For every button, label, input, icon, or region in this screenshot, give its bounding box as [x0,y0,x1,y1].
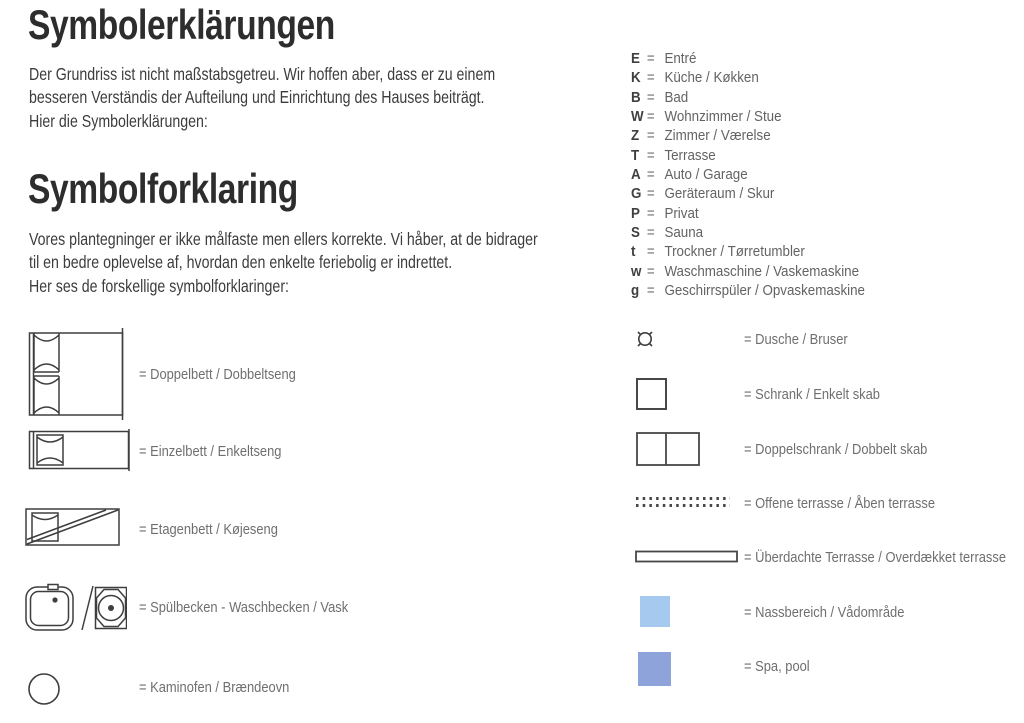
abbreviation-key: S [631,224,640,242]
wood-stove-icon [27,672,61,706]
legend-label-single-bed: = Einzelbett / Enkeltseng [139,443,282,460]
legend-label-wood-stove: = Kaminofen / Brændeovn [139,679,290,696]
abbreviation-label: Trockner / Tørretumbler [664,243,805,261]
equals-sign: = [646,262,655,280]
sink-washbasin-icon [25,583,127,633]
abbreviation-key: W [631,108,644,126]
abbreviation-label: Privat [664,204,699,222]
abbreviation-label: Geräteraum / Skur [664,185,775,203]
abbreviation-label: Küche / Køkken [664,69,759,87]
abbreviation-key: w [631,262,642,280]
legend-label-single-cabinet: = Schrank / Enkelt skab [744,386,880,403]
equals-sign: = [646,146,655,164]
intro-text-danish: Vores plantegninger er ikke målfaste men ellers korrekte. Vi håber, at de bidrager til en bedre oplevelse af, hvordan den enkelte feriebolig er indrettet. Her ses de forskellige symbolforklaringer: [29,229,538,296]
abbreviation-row [631,126,865,145]
abbreviation-key: A [631,166,641,184]
abbreviation-key: T [631,146,640,164]
abbreviation-label: Bad [664,88,689,106]
abbreviation-key: g [631,282,640,300]
legend-label-wet-area: = Nassbereich / Vådområde [744,604,905,621]
legend-label-shower: = Dusche / Bruser [744,331,848,348]
abbreviation-row [631,223,865,242]
single-bed-icon [28,429,132,471]
equals-sign: = [646,204,655,222]
single-cabinet-icon [636,378,667,410]
intro-text-german: Der Grundriss ist nicht maßstabsgetreu. Wir hoffen aber, dass er zu einem besseren Verständis der Aufteilung und Einrichtung des Hauses beiträgt. Hier die Symbolerklärungen: [29,64,496,131]
shower-icon [634,328,656,350]
abbreviation-key: t [631,243,636,261]
abbreviation-key: K [631,69,641,87]
abbreviation-key: G [631,185,642,203]
equals-sign: = [646,69,655,87]
abbreviation-label: Geschirrspüler / Opvaskemaskine [664,282,865,300]
abbreviation-row [631,146,865,165]
double-cabinet-icon [636,432,700,466]
abbreviation-key: P [631,204,640,222]
legend-label-open-terrace: = Offene terrasse / Åben terrasse [744,495,935,512]
equals-sign: = [646,243,655,261]
equals-sign: = [646,185,655,203]
equals-sign: = [646,108,655,126]
abbreviation-row [631,68,865,87]
abbreviation-row [631,204,865,223]
abbreviation-row [631,49,865,68]
abbreviation-list [631,49,865,300]
open-terrace-icon [635,495,731,509]
abbreviation-label: Wohnzimmer / Stue [664,108,782,126]
abbreviation-key: E [631,50,640,67]
legend-label-sink: = Spülbecken - Waschbecken / Vask [139,599,349,616]
abbreviation-row [631,184,865,203]
abbreviation-label: Entré [664,50,697,67]
wet-area-swatch [640,596,670,627]
abbreviation-label: Zimmer / Værelse [664,127,771,145]
equals-sign: = [646,224,655,242]
covered-terrace-icon [635,550,739,563]
abbreviation-row [631,88,865,107]
legend-label-double-bed: = Doppelbett / Dobbeltseng [139,366,296,383]
equals-sign: = [646,166,655,184]
abbreviation-row [631,107,865,126]
double-bed-icon [28,328,126,420]
page-title-german: Symbolerklärungen [28,1,335,48]
page-title-danish: Symbolforklaring [28,165,298,212]
abbreviation-row [631,262,865,281]
bunk-bed-icon [25,507,121,547]
abbreviation-label: Waschmaschine / Vaskemaskine [664,262,860,280]
abbreviation-key: B [631,88,641,106]
abbreviation-label: Sauna [664,224,704,242]
abbreviation-label: Terrasse [664,146,716,164]
equals-sign: = [646,50,655,67]
spa-pool-swatch [638,652,671,686]
abbreviation-key: Z [631,127,640,145]
legend-label-bunk-bed: = Etagenbett / Køjeseng [139,521,278,538]
abbreviation-label: Auto / Garage [664,166,748,184]
equals-sign: = [646,88,655,106]
abbreviation-row [631,165,865,184]
equals-sign: = [646,282,655,300]
equals-sign: = [646,127,655,145]
abbreviation-row [631,281,865,300]
legend-label-double-cabinet: = Doppelschrank / Dobbelt skab [744,441,928,458]
legend-label-spa-pool: = Spa, pool [744,658,810,675]
legend-label-covered-terrace: = Überdachte Terrasse / Overdækket terrasse [744,549,1007,566]
abbreviation-row [631,242,865,261]
